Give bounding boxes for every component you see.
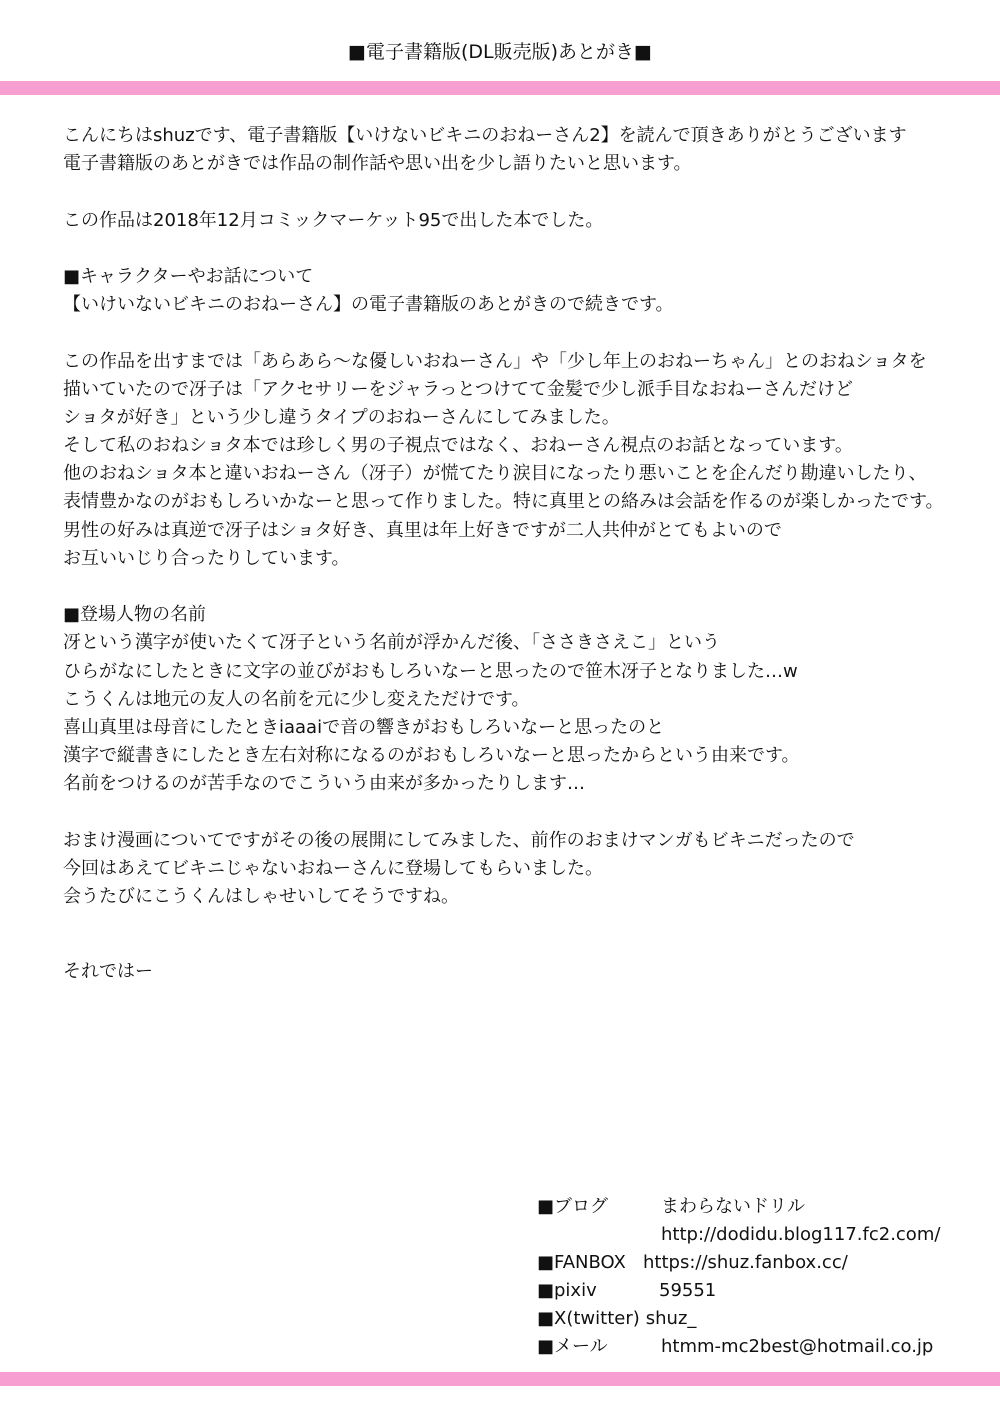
mail-address-link[interactable]: htmm-mc2best@hotmail.co.jp bbox=[661, 1336, 934, 1357]
page-title: ■電子書籍版(DL販売版)あとがき■ bbox=[348, 41, 652, 63]
blank-line bbox=[63, 799, 983, 827]
body-line: 【いけいないビキニのおねーさん】の電子書籍版のあとがきので続きです。 bbox=[63, 294, 674, 316]
section-heading-names: ■登場人物の名前 bbox=[63, 604, 207, 626]
contact-row-pixiv bbox=[537, 1277, 977, 1305]
contact-row-fanbox bbox=[537, 1249, 977, 1277]
pixiv-id: 59551 bbox=[659, 1280, 717, 1301]
body-line: こんにちはshuzです、電子書籍版【いけないビキニのおねーさん2】を読んで頂きありがとうございます bbox=[63, 125, 907, 146]
contact-row-blog bbox=[537, 1193, 977, 1221]
afterword-body bbox=[63, 122, 983, 911]
body-line: 男性の好みは真逆で冴子はショタ好き、真里は年上好きですが二人共仲がとてもよいので bbox=[63, 519, 782, 541]
body-line: 冴という漢字が使いたくて冴子という名前が浮かんだ後、「ささきさえこ」という bbox=[63, 632, 720, 654]
closing-line: それではー bbox=[63, 961, 153, 982]
bottom-pink-band bbox=[0, 1372, 1000, 1386]
top-pink-band bbox=[0, 81, 1000, 95]
contact-label-x: ■X(twitter) bbox=[537, 1308, 640, 1329]
contact-label-mail: ■メール bbox=[537, 1336, 608, 1357]
contact-list bbox=[537, 1193, 977, 1361]
body-line: おまけ漫画についてですがその後の展開にしてみました、前作のおまけマンガもビキニだったので bbox=[63, 829, 855, 851]
contact-label-pixiv: ■pixiv bbox=[537, 1280, 597, 1301]
contact-row-blog-url bbox=[537, 1221, 977, 1249]
body-line: 今回はあえてビキニじゃないおねーさんに登場してもらいました。 bbox=[63, 857, 603, 879]
body-line: ひらがなにしたときに文字の並びがおもしろいなーと思ったので笹木冴子となりました…w bbox=[63, 660, 798, 682]
body-line: お互いいじり合ったりしています。 bbox=[63, 547, 350, 569]
contact-row-x bbox=[537, 1305, 977, 1333]
section-heading-characters: ■キャラクターやお話について bbox=[63, 265, 314, 287]
blog-name: まわらないドリル bbox=[661, 1196, 805, 1217]
body-line: 喜山真里は母音にしたときiaaaiで音の響きがおもしろいなーと思ったのと bbox=[63, 716, 665, 738]
blog-url-link[interactable]: http://dodidu.blog117.fc2.com/ bbox=[661, 1224, 941, 1245]
blank-line bbox=[63, 178, 983, 206]
body-line: 名前をつけるのが苦手なのでこういう由来が多かったりします… bbox=[63, 773, 585, 795]
blank-line bbox=[63, 573, 983, 601]
body-line: この作品は2018年12月コミックマーケット95で出した本でした。 bbox=[63, 209, 604, 231]
body-line: こうくんは地元の友人の名前を元に少し変えただけです。 bbox=[63, 688, 530, 710]
body-line: ショタが好き」という少し違うタイプのおねーさんにしてみました。 bbox=[63, 406, 620, 428]
contact-label-blog: ■ブログ bbox=[537, 1196, 609, 1217]
blank-line bbox=[63, 235, 983, 263]
contact-label-fanbox: ■FANBOX bbox=[537, 1252, 626, 1273]
blank-line bbox=[63, 319, 983, 347]
body-line: 会うたびにこうくんはしゃせいしてそうですね。 bbox=[63, 886, 459, 908]
fanbox-url-link[interactable]: https://shuz.fanbox.cc/ bbox=[643, 1252, 848, 1273]
body-line: 他のおねショタ本と違いおねーさん（冴子）が慌てたり涙目になったり悪いことを企んだり勘違いしたり、 bbox=[63, 463, 927, 485]
body-line: 漢字で縦書きにしたとき左右対称になるのがおもしろいなーと思ったからという由来です。 bbox=[63, 745, 800, 767]
contact-row-mail bbox=[537, 1333, 977, 1361]
x-handle: shuz_ bbox=[645, 1308, 697, 1329]
body-line: そして私のおねショタ本では珍しく男の子視点ではなく、おねーさん視点のお話となっています。 bbox=[63, 435, 853, 457]
body-line: 描いていたので冴子は「アクセサリーをジャラっとつけてて金髪で少し派手目なおねーさんだけど bbox=[63, 378, 854, 400]
body-line: 電子書籍版のあとがきでは作品の制作話や思い出を少し語りたいと思います。 bbox=[63, 153, 692, 175]
body-line: この作品を出すまでは「あらあら～な優しいおねーさん」や「少し年上のおねーちゃん」とのおねショタを bbox=[63, 350, 927, 372]
body-line: 表情豊かなのがおもしろいかなーと思って作りました。特に真里との絡みは会話を作るのが楽しかったです。 bbox=[63, 491, 944, 513]
